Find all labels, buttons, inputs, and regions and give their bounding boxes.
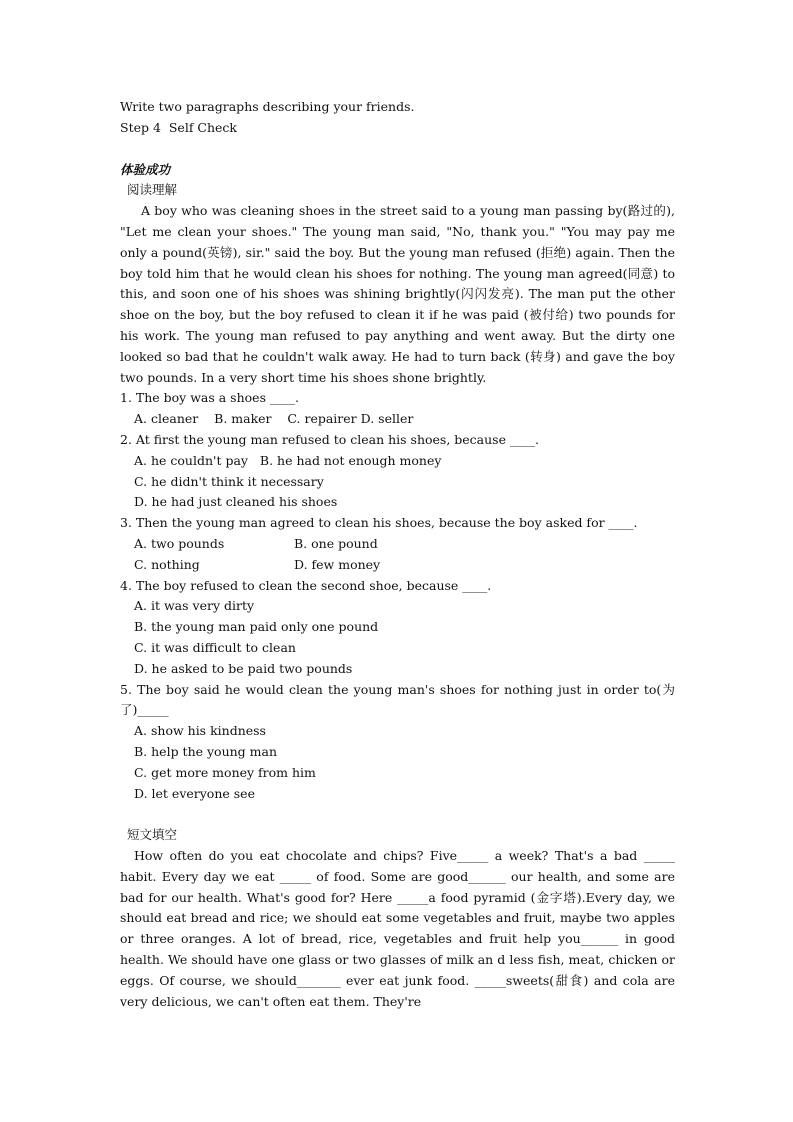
intro-line-1: Write two paragraphs describing your friends.: [120, 99, 415, 114]
question-5-option-d: D. let everyone see: [134, 785, 255, 801]
question-3-option-b: B. one pound: [294, 535, 378, 551]
cloze-subtitle: 短文填空: [127, 827, 178, 843]
reading-subtitle: 阅读理解: [127, 182, 178, 198]
question-5: 5. The boy said he would clean the young man's shoes for nothing just in order to(为了)_____: [120, 681, 675, 718]
question-3-option-c: C. nothing: [134, 556, 200, 572]
reading-passage: A boy who was cleaning shoes in the street said to a young man passing by(路过的), "Let me clean your shoes." The young man said, "No, thank you." "You may pay me only a pound(英镑), sir." said the boy. But the young man refused (拒绝) again. Then the boy told him that he would clean his shoes for nothing. The young man agreed(同意) to this, and soon one of his shoes was shining brightly(闪闪发亮). The man put the other shoe on the boy, but the boy refused to clean it if he was paid (被付给) two pounds for his work. The young man refused to pay anything and went away. But the dirty one looked so bad that he couldn't walk away. He had to turn back (转身) and gave the boy two pounds. In a very short time his shoes shone brightly.: [120, 203, 675, 385]
spacer: [120, 804, 675, 825]
question-1: 1. The boy was a shoes ____.: [120, 390, 299, 406]
question-3-option-d: D. few money: [294, 556, 381, 572]
question-4-option-a: A. it was very dirty: [134, 598, 255, 614]
question-2-options-ab: A. he couldn't pay B. he had not enough money: [134, 452, 442, 468]
spacer: [120, 139, 675, 160]
intro-line-2: Step 4 Self Check: [120, 119, 238, 135]
question-2: 2. At first the young man refused to clean his shoes, because ____.: [120, 431, 539, 447]
question-4-option-d: D. he asked to be paid two pounds: [134, 660, 353, 676]
question-4-option-b: B. the young man paid only one pound: [134, 619, 379, 635]
document-content: [120, 97, 675, 1012]
question-2-option-d: D. he had just cleaned his shoes: [134, 494, 338, 510]
question-1-options: A. cleaner B. maker C. repairer D. seller: [134, 411, 414, 427]
question-3-options-row-1: [120, 534, 675, 555]
question-5-option-c: C. get more money from him: [134, 764, 316, 780]
cloze-passage: How often do you eat chocolate and chips? Five_____ a week? That's a bad _____ habit. Every day we eat _____ of food. Some are good______ our health, and some are bad for our health. What's good for? Here _____a food pyramid (金字塔).Every day, we should eat bread and rice; we should eat some vegetables and fruit, maybe two apples or three oranges. A lot of bread, rice, vegetables and fruit help you______ in good health. We should have one glass or two glasses of milk an d less fish, meat, chicken or eggs. Of course, we should_______ ever eat junk food. _____sweets(甜食) and cola are very delicious, we can't often eat them. They're: [120, 848, 675, 1009]
question-5-option-b: B. help the young man: [134, 743, 278, 759]
question-3-option-a: A. two pounds: [134, 535, 225, 551]
question-3-options-row-2: [120, 555, 675, 576]
question-2-option-c: C. he didn't think it necessary: [134, 473, 324, 489]
question-5-option-a: A. show his kindness: [134, 723, 266, 739]
question-4-option-c: C. it was difficult to clean: [134, 639, 296, 655]
section-title: 体验成功: [120, 161, 171, 177]
question-4: 4. The boy refused to clean the second shoe, because ____.: [120, 577, 492, 593]
question-3: 3. Then the young man agreed to clean his shoes, because the boy asked for ____.: [120, 515, 638, 531]
